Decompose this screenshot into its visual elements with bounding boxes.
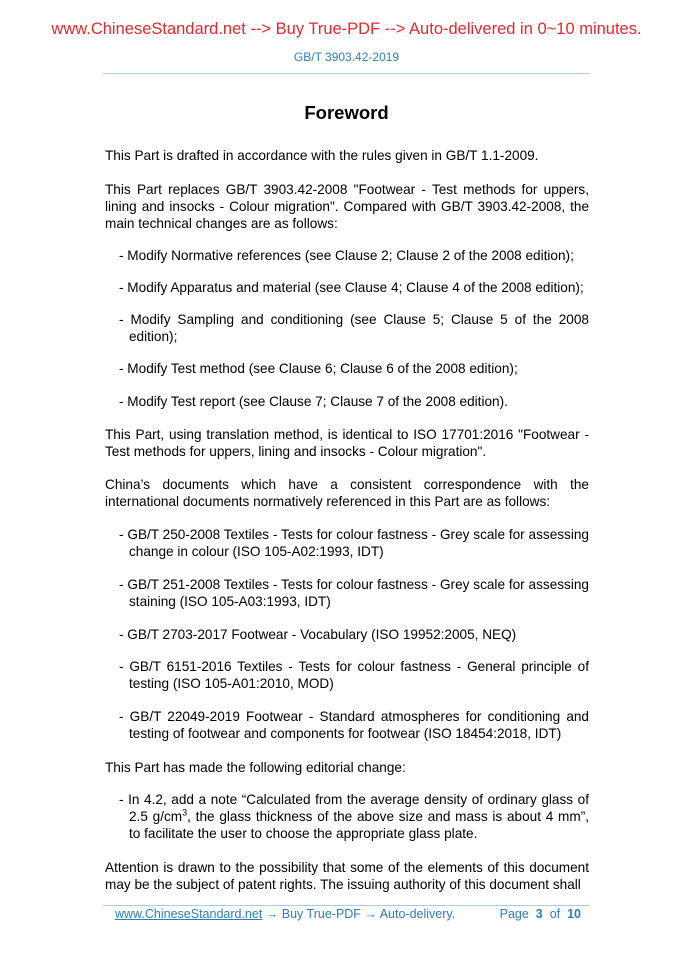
- superscript: 3: [182, 807, 188, 818]
- of-label: of: [549, 907, 561, 921]
- page-label: Page: [499, 907, 529, 921]
- list-item: - GB/T 250-2008 Textiles - Tests for colour fastness - Grey scale for assessing change in colour (ISO 105-A02:1993, IDT): [119, 527, 589, 559]
- edit-text-a: - In 4.2, add a note “Calculated from the average density of ordinary glass of 2.5 g/cm: [119, 792, 589, 824]
- paragraph: This Part replaces GB/T 3903.42-2008 "Footwear - Test methods for uppers, lining and insocks - Colour migration". Compared with GB/T 3903.42-2008, the main technical changes are as follows:: [105, 182, 589, 231]
- footer: [115, 907, 595, 921]
- page-total: 10: [567, 907, 581, 921]
- list-item: - Modify Test report (see Clause 7; Clause 7 of the 2008 edition).: [119, 394, 508, 409]
- list-item: - Modify Normative references (see Clause 2; Clause 2 of the 2008 edition);: [119, 248, 574, 263]
- list-item: - Modify Apparatus and material (see Clause 4; Clause 4 of the 2008 edition);: [119, 280, 584, 295]
- footer-divider: [103, 905, 590, 906]
- paragraph: This Part, using translation method, is identical to ISO 17701:2016 "Footwear - Test methods for uppers, lining and insocks - Colour migration".: [105, 427, 589, 459]
- edit-text-b: , the glass thickness of the above size and mass is about 4 mm”, to facilitate the user to choose the appropriate glass plate.: [129, 809, 590, 841]
- list-item: - GB/T 22049-2019 Footwear - Standard atmospheres for conditioning and testing of footwear and components for footwear (ISO 18454:2018, IDT): [119, 709, 589, 741]
- paragraph: Attention is drawn to the possibility that some of the elements of this document may be the subject of patent rights. The issuing authority of this document shall: [105, 860, 589, 892]
- footer-link[interactable]: www.ChineseStandard.net: [115, 907, 263, 921]
- paragraph: This Part is drafted in accordance with the rules given in GB/T 1.1-2009.: [105, 148, 539, 163]
- list-item: - GB/T 2703-2017 Footwear - Vocabulary (ISO 19952:2005, NEQ): [119, 627, 517, 642]
- page-indicator: [500, 907, 581, 921]
- page-number: 3: [535, 907, 543, 921]
- list-item: - GB/T 6151-2016 Textiles - Tests for colour fastness - General principle of testing (ISO 105-A01:2010, MOD): [119, 659, 589, 691]
- list-item: - Modify Sampling and conditioning (see Clause 5; Clause 5 of the 2008 edition);: [119, 312, 589, 344]
- paragraph: China’s documents which have a consistent correspondence with the international documents normatively referenced in this Part are as follows:: [105, 477, 589, 509]
- paragraph: This Part has made the following editorial change:: [105, 760, 406, 775]
- page-title: Foreword: [304, 102, 389, 123]
- header-divider: [103, 73, 590, 74]
- document-id: GB/T 3903.42-2019: [293, 50, 400, 64]
- promo-banner: www.ChineseStandard.net --> Buy True-PDF --> Auto-delivered in 0~10 minutes.: [51, 20, 642, 38]
- list-item: [119, 791, 589, 842]
- list-item: - GB/T 251-2008 Textiles - Tests for colour fastness - Grey scale for assessing staining (ISO 105-A03:1993, IDT): [119, 577, 589, 609]
- footer-text: → Buy True-PDF → Auto-delivery.: [262, 907, 456, 921]
- list-item: - Modify Test method (see Clause 6; Clause 6 of the 2008 edition);: [119, 361, 518, 376]
